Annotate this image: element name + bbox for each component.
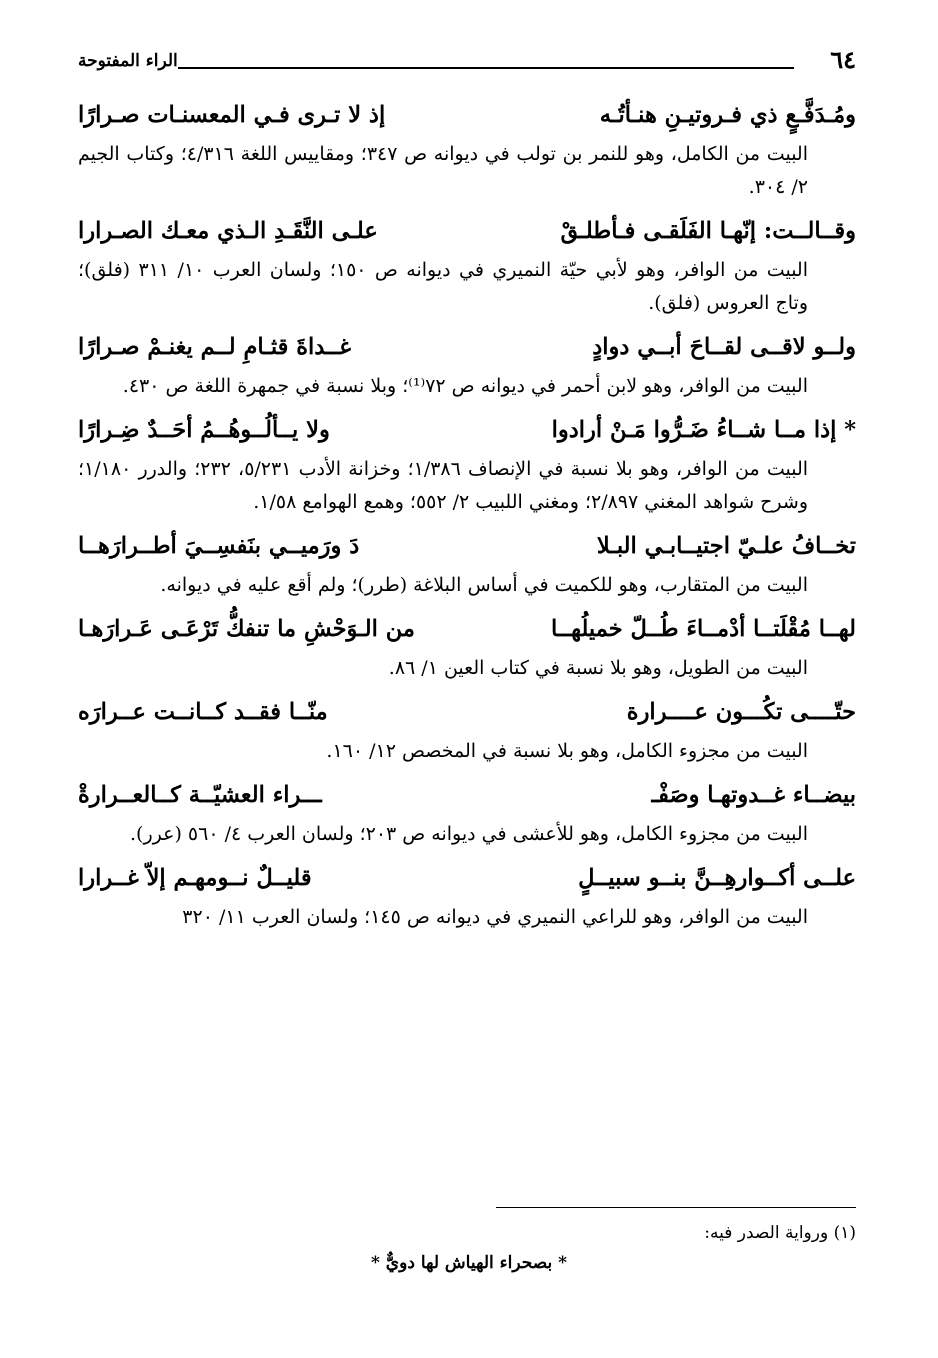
verse-entry xyxy=(78,689,856,768)
verse-entry xyxy=(78,208,856,320)
verse-line xyxy=(78,772,856,818)
first-hemistich: لهــا مُقْلَتــا أدْمــاءَ طُــلّ خميلُهــا xyxy=(551,616,856,642)
first-hemistich: ولــو لاقــى لقــاحَ أبــي دوادٍ xyxy=(592,334,856,360)
verse-entry xyxy=(78,606,856,685)
second-hemistich: ـــراء العشيّــة كــالعــرارةْ xyxy=(78,782,322,808)
verse-entry xyxy=(78,92,856,204)
second-hemistich: منّــا فقــد كــانــت عــرارَه xyxy=(78,699,328,725)
verse-note: البيت من الوافر، وهو لأبي حيّة النميري في ديوانه ص ١٥٠؛ ولسان العرب ١٠/ ٣١١ (فلق)؛ وتاج العروس (فلق). xyxy=(78,259,808,314)
running-header xyxy=(78,46,856,76)
verse-line xyxy=(78,855,856,901)
verse-entry xyxy=(78,855,856,934)
first-hemistich: تخــافُ علـيّ اجتيــابـي البـلا xyxy=(596,533,856,559)
verse-entry xyxy=(78,324,856,403)
footnote-rule xyxy=(496,1207,856,1208)
first-hemistich: حتّــــى تكُـــون عــــرارة xyxy=(626,699,856,725)
verse-note: البيت من الكامل، وهو للنمر بن تولب في ديوانه ص ٣٤٧؛ ومقاييس اللغة ٤/٣١٦؛ وكتاب الجيم ٢/ ٣٠٤. xyxy=(78,143,808,198)
second-hemistich: دَ ورَميــي بنَفسِــيَ أطــرارَهــا xyxy=(78,533,360,559)
second-hemistich: من الـوَحْشِ ما تنفكُّ تَرْعَـى عَـرارَهـا xyxy=(78,616,415,642)
verse-note: البيت من الوافر، وهو بلا نسبة في الإنصاف ١/٣٨٦؛ وخزانة الأدب ٥/٢٣١، ٢٣٢؛ والدرر ١/١٨٠؛ وشرح شواهد المغني ٢/٨٩٧؛ ومغني اللبيب ٢/ ٥٥٢؛ وهمع الهوامع ١/٥٨. xyxy=(78,458,809,513)
verse-note: البيت من الوافر، وهو لابن أحمر في ديوانه ص ٧٢⁽¹⁾؛ وبلا نسبة في جمهرة اللغة ص ٤٣٠. xyxy=(122,375,808,397)
verse-line xyxy=(78,92,856,138)
second-hemistich: إذ لا تـرى فـي المعسنـات صـرارًا xyxy=(78,102,386,128)
first-hemistich: ومُـدَفَّـعٍ ذي فـروتيـنِ هنـأتُـه xyxy=(599,102,856,128)
footnote-verse: * بصحراء الهياش لها دويٌّ * xyxy=(371,1253,567,1273)
first-hemistich: علــى أكــوارهِــنَّ بنــو سبيــلٍ xyxy=(578,865,856,891)
second-hemistich: غــداةَ قثـامِ لــم يغنـمْ صـرارًا xyxy=(78,334,352,360)
page-content xyxy=(78,92,856,938)
verse-line xyxy=(78,324,856,370)
second-hemistich: قليــلٌ نــومهـم إلاّ غــرارا xyxy=(78,865,312,891)
verse-line xyxy=(78,606,856,652)
verse-entry xyxy=(78,407,856,519)
running-title: الراء المفتوحة xyxy=(78,51,178,71)
header-rule xyxy=(178,67,794,69)
second-hemistich: ولا يــألُــوهُــمُ أحَــدٌ ضِـرارًا xyxy=(78,417,330,443)
verse-entry xyxy=(78,523,856,602)
first-hemistich: وقــالــت: إنّهـا الفَلَقـى فـأطلـقْ xyxy=(560,218,856,244)
verse-note: البيت من المتقارب، وهو للكميت في أساس البلاغة (طرر)؛ ولم أقع عليه في ديوانه. xyxy=(160,574,808,596)
page-number: ٦٤ xyxy=(830,45,856,74)
verse-line xyxy=(78,689,856,735)
first-hemistich: بيضــاء غــدوتهـا وصَفْـ xyxy=(651,782,856,808)
footnote-text: (١) ورواية الصدر فيه: xyxy=(704,1223,856,1243)
verse-note: البيت من الوافر، وهو للراعي النميري في ديوانه ص ١٤٥؛ ولسان العرب ١١/ ٣٢٠ xyxy=(182,906,808,928)
second-hemistich: علـى النَّقَـدِ الـذي معـك الصـرارا xyxy=(78,218,378,244)
verse-entry xyxy=(78,772,856,851)
verse-line xyxy=(78,208,856,254)
first-hemistich: * إذا مــا شــاءُ ضَـرُّوا مَـنْ أرادوا xyxy=(551,417,856,443)
verse-note: البيت من الطويل، وهو بلا نسبة في كتاب العين ١/ ٨٦. xyxy=(388,657,808,679)
verse-line xyxy=(78,523,856,569)
verse-note: البيت من مجزوء الكامل، وهو بلا نسبة في المخصص ١٢/ ١٦٠. xyxy=(326,740,808,762)
verse-line xyxy=(78,407,856,453)
verse-note: البيت من مجزوء الكامل، وهو للأعشى في ديوانه ص ٢٠٣؛ ولسان العرب ٤/ ٥٦٠ (عرر). xyxy=(130,823,808,845)
